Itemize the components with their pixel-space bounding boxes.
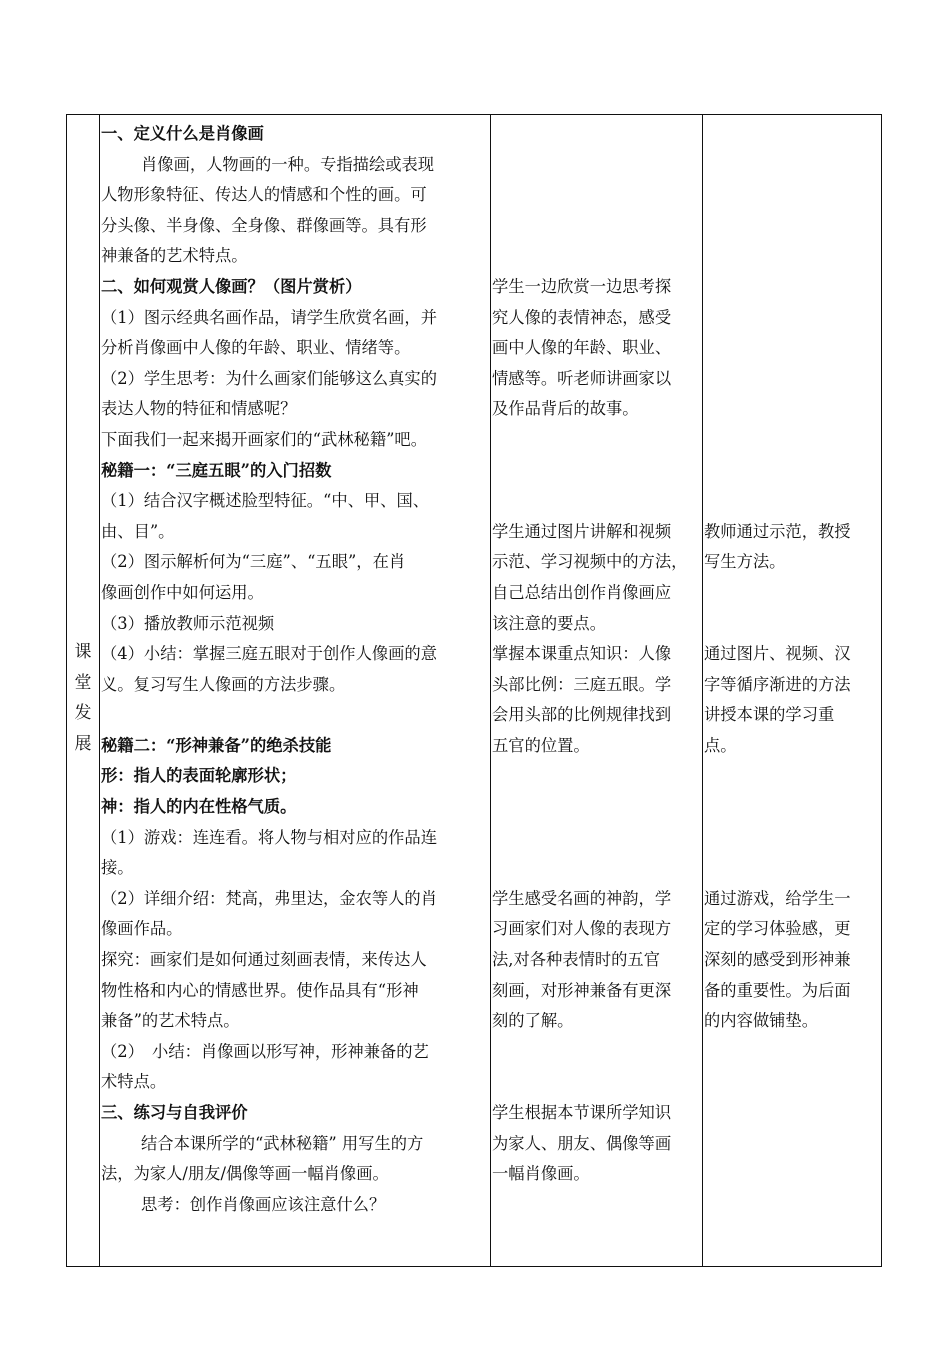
student-activity-line — [492, 823, 702, 854]
content-line: 思考：创作肖像画应该注意什么？ — [141, 1194, 386, 1214]
student-activity-line: 学生根据本节课所学知识 — [492, 1103, 672, 1122]
design-intent-line: 备的重要性。为后面 — [704, 980, 851, 1000]
design-intent-line — [704, 303, 881, 334]
student-activity-line — [492, 1067, 702, 1098]
content-line: 由、目”。 — [101, 521, 175, 541]
design-intent-line — [704, 150, 881, 181]
student-activity-line — [492, 425, 702, 456]
student-activity-line — [492, 761, 702, 792]
student-activity-line: 会用头部的比例规律找到 — [492, 705, 672, 725]
content-line: 下面我们一起来揭开画家们的“武林秘籍”吧。 — [101, 429, 427, 449]
section-label-char: 课 — [74, 642, 92, 662]
student-activity-line — [492, 180, 702, 211]
content-line: 像画作品。 — [101, 919, 183, 939]
design-intent-line: 教师通过示范，教授 — [704, 521, 851, 541]
design-intent-line — [704, 425, 881, 456]
design-intent-line — [704, 823, 881, 854]
content-line: 表达人物的特征和情感呢？ — [101, 399, 297, 419]
student-activity-line: 示范、学习视频中的方法， — [492, 552, 688, 572]
content-line: （1）游戏：连连看。将人物与相对应的作品连 — [101, 827, 437, 847]
design-intent-line — [704, 578, 881, 609]
content-line: （2）详细介绍：梵高，弗里达，金农等人的肖 — [101, 888, 437, 908]
student-activity-line — [492, 792, 702, 823]
content-line: 结合本课所学的“武林秘籍” 用写生的方 — [141, 1133, 424, 1153]
content-line: 探究：画家们是如何通过刻画表情，来传达人 — [101, 950, 427, 970]
section-label — [71, 637, 95, 759]
content-line: （1）结合汉字概述脸型特征。“中、甲、国、 — [101, 491, 430, 511]
design-intent-line: 通过游戏，给学生一 — [704, 888, 851, 908]
section-label-char: 堂 — [74, 672, 92, 693]
student-activity-line: 习画家们对人像的表现方 — [492, 919, 672, 939]
content-line: 术特点。 — [101, 1072, 167, 1092]
design-intent-line: 字等循序渐进的方法 — [704, 674, 851, 694]
lesson-plan-table — [66, 114, 882, 1267]
design-intent-line — [704, 364, 881, 395]
section-heading: 秘籍二：“形神兼备”的绝杀技能 — [101, 735, 332, 755]
design-intent-line — [704, 486, 881, 517]
student-activity-line: 头部比例：三庭五眼。学 — [492, 674, 672, 694]
design-intent-column — [704, 119, 881, 1037]
student-activity-line: 五官的位置。 — [492, 735, 590, 755]
design-intent-line: 定的学习体验感，更 — [704, 919, 851, 939]
content-line: 像画创作中如何运用。 — [101, 582, 264, 602]
student-activity-line — [492, 119, 702, 150]
student-activity-line: 自己总结出创作肖像画应 — [492, 582, 672, 602]
student-activity-line: 刻的了解。 — [492, 1011, 574, 1031]
student-activity-line: 一幅肖像画。 — [492, 1164, 590, 1184]
column-divider — [702, 115, 703, 1266]
student-activity-line: 法,对各种表情时的五官 — [492, 950, 660, 970]
content-line: 肖像画，人物画的一种。专指描绘或表现 — [141, 154, 435, 174]
design-intent-line: 讲授本课的学习重 — [704, 705, 835, 725]
content-line: （2） 小结：肖像画以形写神，形神兼备的艺 — [101, 1041, 429, 1061]
student-activity-line: 学生通过图片讲解和视频 — [492, 521, 672, 541]
content-line: 接。 — [101, 858, 134, 878]
content-line: （3）播放教师示范视频 — [101, 613, 275, 633]
design-intent-line — [704, 241, 881, 272]
content-line: 法，为家人/朋友/偶像等画一幅肖像画。 — [101, 1164, 389, 1184]
design-intent-line: 通过图片、视频、汉 — [704, 644, 851, 664]
student-activity-line: 学生感受名画的神韵，学 — [492, 888, 672, 908]
design-intent-line — [704, 456, 881, 487]
student-activity-line: 该注意的要点。 — [492, 613, 606, 633]
design-intent-line — [704, 792, 881, 823]
section-label-char: 发 — [74, 703, 92, 723]
column-divider — [490, 115, 491, 1266]
content-line: 义。复习写生人像画的方法步骤。 — [101, 674, 346, 694]
design-intent-line — [704, 180, 881, 211]
student-activity-line: 为家人、朋友、偶像等画 — [492, 1133, 672, 1153]
design-intent-line — [704, 333, 881, 364]
section-heading: 一、定义什么是肖像画 — [101, 124, 264, 143]
student-activity-line: 刻画，对形神兼备有更深 — [492, 980, 672, 1000]
design-intent-line: 写生方法。 — [704, 552, 786, 572]
student-activity-line: 学生一边欣赏一边思考探 — [492, 276, 672, 296]
content-line: 物性格和内心的情感世界。使作品具有“形神 — [101, 980, 419, 1000]
section-label-cell — [67, 115, 99, 1266]
design-intent-line: 深刻的感受到形神兼 — [704, 950, 851, 970]
content-line: 分析肖像画中人像的年龄、职业、情绪等。 — [101, 338, 411, 358]
student-activity-line — [492, 1037, 702, 1068]
content-line: （1）图示经典名画作品，请学生欣赏名画，并 — [101, 307, 437, 327]
design-intent-line: 点。 — [704, 735, 737, 755]
student-activity-line — [492, 150, 702, 181]
design-intent-line — [704, 853, 881, 884]
student-activity-line: 及作品背后的故事。 — [492, 399, 639, 419]
student-activity-line — [492, 853, 702, 884]
section-heading: 秘籍一：“三庭五眼”的入门招数 — [101, 460, 332, 480]
content-line: （2）图示解析何为“三庭”、“五眼”，在肖 — [101, 552, 406, 572]
design-intent-line — [704, 272, 881, 303]
section-heading: 二、如何观赏人像画？（图片赏析） — [101, 276, 362, 296]
design-intent-line: 的内容做铺垫。 — [704, 1011, 818, 1031]
design-intent-line — [704, 211, 881, 242]
content-line: （4）小结：掌握三庭五眼对于创作人像画的意 — [101, 644, 437, 664]
design-intent-line — [704, 761, 881, 792]
teaching-content-column — [101, 119, 490, 1220]
student-activity-line — [492, 456, 702, 487]
section-heading: 三、练习与自我评价 — [101, 1103, 248, 1122]
section-heading: 神：指人的内在性格气质。 — [101, 797, 297, 817]
section-label-char: 展 — [74, 733, 92, 754]
content-line: （2）学生思考：为什么画家们能够这么真实的 — [101, 368, 437, 388]
section-heading: 形：指人的表面轮廓形状； — [101, 766, 297, 786]
content-line: 神兼备的艺术特点。 — [101, 246, 248, 266]
design-intent-line — [704, 394, 881, 425]
student-activity-line: 掌握本课重点知识：人像 — [492, 644, 672, 664]
design-intent-line — [704, 609, 881, 640]
column-divider — [99, 115, 100, 1266]
student-activity-line — [492, 486, 702, 517]
student-activity-line — [492, 241, 702, 272]
content-line — [101, 700, 490, 731]
student-activity-line: 画中人像的年龄、职业、 — [492, 338, 672, 358]
student-activity-line: 情感等。听老师讲画家以 — [492, 368, 672, 388]
student-activity-column — [492, 119, 702, 1190]
student-activity-line: 究人像的表情神态，感受 — [492, 307, 672, 327]
content-line: 人物形象特征、传达人的情感和个性的画。可 — [101, 185, 427, 205]
design-intent-line — [704, 119, 881, 150]
content-line: 兼备”的艺术特点。 — [101, 1011, 240, 1031]
student-activity-line — [492, 211, 702, 242]
content-line: 分头像、半身像、全身像、群像画等。具有形 — [101, 215, 427, 235]
